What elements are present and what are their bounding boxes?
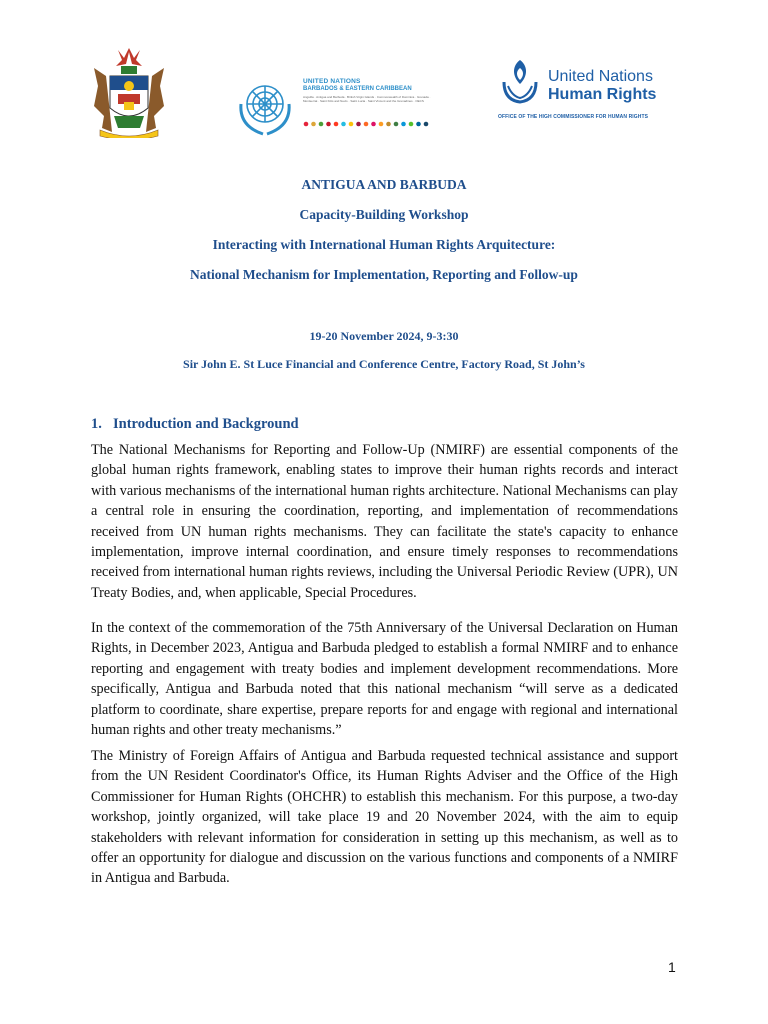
workshop-subtitle: National Mechanism for Implementation, Reporting and Follow-up bbox=[190, 267, 578, 282]
coat-of-arms-logo bbox=[88, 46, 170, 138]
section-number: 1. bbox=[91, 416, 102, 432]
section-heading bbox=[91, 416, 299, 433]
un-country-team-text bbox=[303, 78, 433, 103]
date-time: 19-20 November 2024, 9-3:30 bbox=[309, 329, 459, 343]
ohchr-office-text: OFFICE OF THE HIGH COMMISSIONER FOR HUMAN RIGHTS bbox=[498, 114, 649, 120]
sdg-dots-decoration bbox=[303, 120, 433, 128]
paragraph-2: In the context of the commemoration of the 75th Anniversary of the Universal Declaration on Human Rights, in December 2023, Antigua and Barbuda pledged to establish a formal NMIRF and to enhance reporting and engagement with treaty bodies and implement development recommendations. More specifically, Antigua and Barbuda noted that this national mechanism “will serve as a dedicated platform to coordinate, share expertise, prepare reports for and engage with regional and international human rights and other treaty mechanisms.” bbox=[91, 620, 678, 739]
un-subtitle: BARBADOS & EASTERN CARIBBEAN bbox=[303, 86, 412, 92]
venue: Sir John E. St Luce Financial and Conference Centre, Factory Road, St John’s bbox=[183, 357, 585, 371]
un-small-text: Anguilla · Antigua and Barbuda · British Virgin Islands · Commonwealth of Dominica · Grenada · Montserrat · Saint Kitts and Nevis · Saint Lucia · Saint Vincent and the Grenadines · OECS bbox=[303, 95, 431, 103]
ohchr-emblem-logo bbox=[498, 56, 542, 106]
paragraph-3: The Ministry of Foreign Affairs of Antigua and Barbuda requested technical assistance and support from the UN Resident Coordinator's Office, its Human Rights Adviser and the Office of the High Commissioner for Human Rights (OHCHR) to establish this mechanism. For this purpose, a two-day workshop, jointly organized, will take place 19 and 20 November 2024, with the aim to equip stakeholders with relevant information for consideration in setting up this mechanism, as well as to offer an opportunity for dialogue and discussion on the various functions and components of a NMIRF in Antigua and Barbuda. bbox=[91, 748, 678, 887]
ohchr-wordmark bbox=[548, 68, 656, 104]
ohchr-line2: Human Rights bbox=[548, 86, 657, 103]
ohchr-line1: United Nations bbox=[548, 68, 653, 85]
page-number: 1 bbox=[668, 959, 676, 975]
workshop-title: Interacting with International Human Rights Arquitecture: bbox=[212, 237, 556, 252]
event-type-heading: Capacity-Building Workshop bbox=[299, 207, 469, 222]
logo-bar bbox=[0, 46, 768, 136]
section-title: Introduction and Background bbox=[113, 416, 299, 432]
country-heading: ANTIGUA AND BARBUDA bbox=[301, 177, 467, 192]
un-emblem-logo bbox=[233, 74, 297, 138]
paragraph-1: The National Mechanisms for Reporting and Follow-Up (NMIRF) are essential components of the global human rights framework, enabling states to improve their human rights records and interact with various mechanisms of the international human rights architecture. National Mechanisms can play a central role in ensuring the coordination, reporting, and implementation of recommendations received from UN human rights mechanisms. They can facilitate the state's capacity to enhance implementation, improve internal coordination, and ensure timely responses to recommendations received from international human rights reviews, including the Universal Periodic Review (UPR), UN Treaty Bodies, and, when applicable, Special Procedures. bbox=[91, 442, 678, 601]
un-title: UNITED NATIONS bbox=[303, 78, 361, 85]
